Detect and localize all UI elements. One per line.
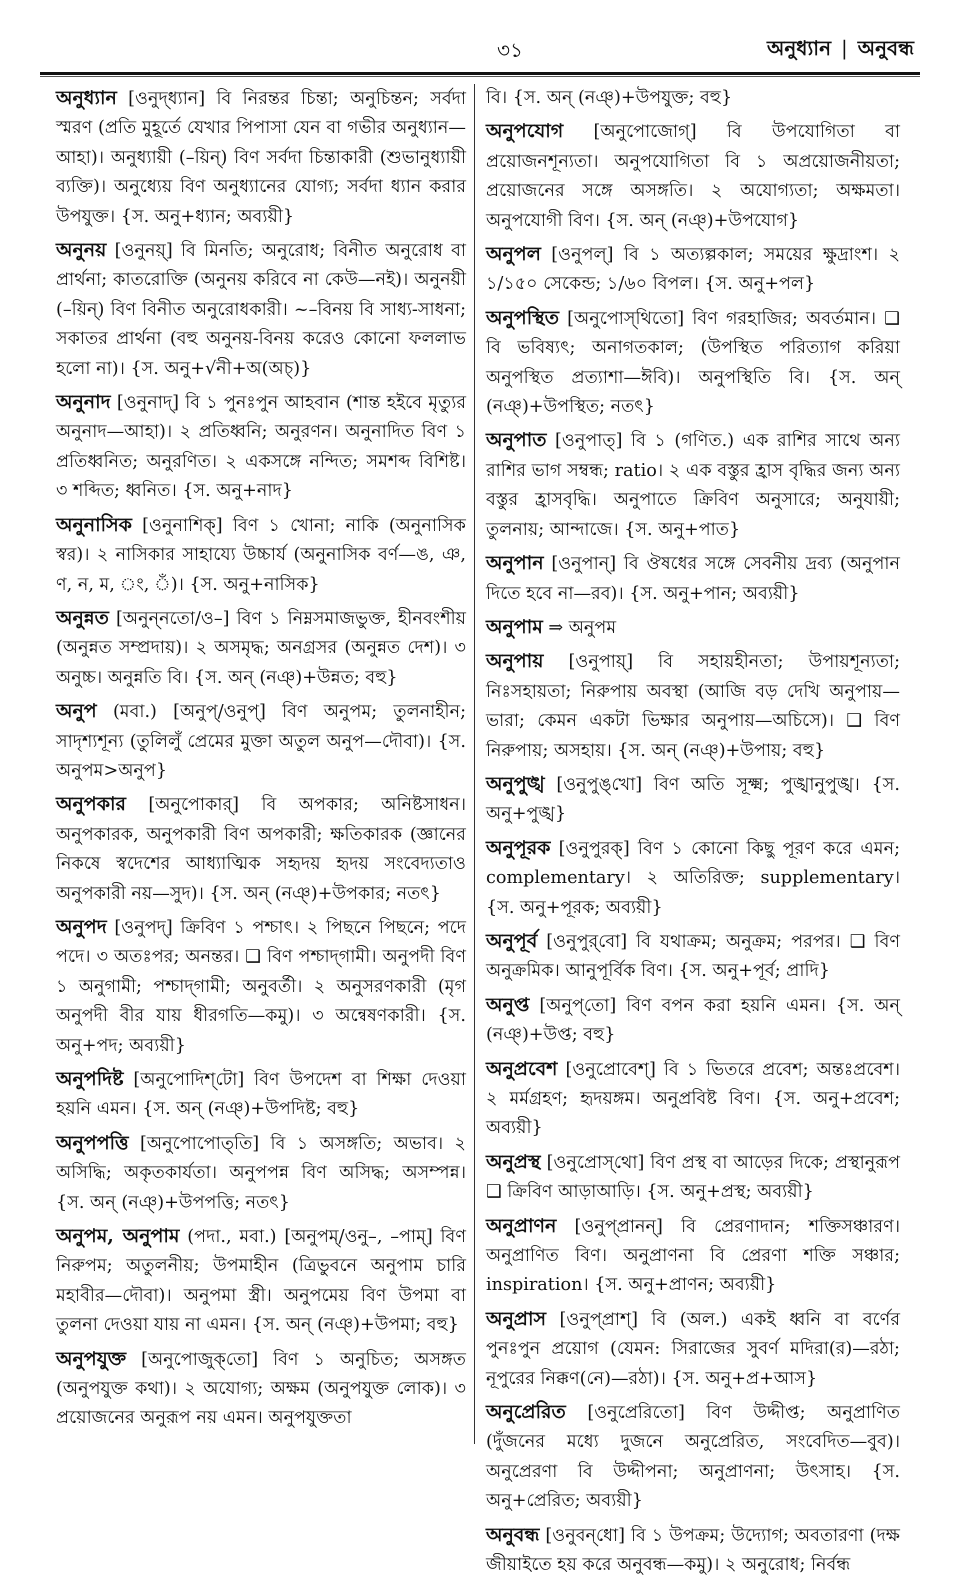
- right-column: [486, 84, 901, 1576]
- headword: অনুপস্থিত: [486, 306, 559, 329]
- headword: অনুপুঙ্খ: [486, 772, 545, 795]
- entry-definition: (পদা., মবা.) [অনুপম্‌/ওনু–, –পাম্‌] বিণ নিরুপম; অতুলনীয়; উপমাহীন (ত্রিভুবনে অনুপাম চারি মহাবীর—দৌবা)। অনুপমা স্ত্রী। অনুপমেয় বিণ উপমা বা তুলনা দেওয়া যায় না এমন। {স. অন্ (নঞ্‌)+উপমা; বহু}: [56, 1227, 466, 1336]
- column-divider: [474, 84, 475, 1444]
- dictionary-entry: [56, 1129, 466, 1218]
- dictionary-entry: [486, 426, 900, 545]
- entry-definition: [ওনুপ্‌প্রানন্‌] বি প্রেরণাদান; শক্তিসঞ্চারণ। অনুপ্রাণিত বিণ। অনুপ্রাণনা বি প্রেরণা শক্তি সঞ্চার; inspiration। {স. অনু+প্রাণন; অব্যয়ী}: [486, 1216, 900, 1296]
- headword: অনুপযুক্ত: [56, 1347, 127, 1370]
- header-rule-thin: [40, 76, 920, 77]
- dictionary-entry: [56, 84, 466, 232]
- entry-definition: [অনুপ্‌তো] বিণ বপন করা হয়নি এমন। {স. অন্ (নঞ্‌)+উপ্ত; বহু}: [486, 995, 900, 1046]
- guide-word-first: অনুধ্যান: [767, 36, 832, 60]
- headword: অনুপ্রবেশ: [486, 1057, 558, 1080]
- entry-definition: (মবা.) [অনুপ্‌/ওনুপ্‌] বিণ অনুপম; তুলনাহীন; সাদৃশ্যশূন্য (তুলিলুঁ প্রেমের মুক্তা অতুল অনুপ—দৌবা)। {স. অনুপম>অনুপ}: [56, 702, 467, 781]
- headword: অনুপযোগ: [486, 120, 564, 143]
- dictionary-entry: [486, 991, 900, 1051]
- dictionary-entry: [486, 240, 900, 300]
- dictionary-entry: [486, 834, 900, 923]
- entry-definition: [ওনুপান্‌] বি ঔষধের সঙ্গে সেবনীয় দ্রব্য (অনুপান দিতে হবে না—রব)। {স. অনু+পান; অব্যয়ী}: [486, 554, 900, 604]
- entry-definition: [ওনুনয়্‌] বি মিনতি; অনুরোধ; বিনীত অনুরোধ বা প্রার্থনা; কাতরোক্তি (অনুনয় করিবে না কেউ—নই)। অনুনয়ী (–য়িন্‌) বিণ বিনীত অনুরোধকারী। ~–বিনয় বি সাধ্য-সাধনা; সকাতর প্রার্থনা (বহু অনুনয়-বিনয় করেও কোনো ফললাভ হলো না)। {স. অনু+√নী+অ(অচ্‌)}: [56, 241, 467, 379]
- entry-definition: [ওনুপুর্‌বো] বি যথাক্রম; অনুক্রম; পরপর। ❑ বিণ অনুক্রমিক। আনুপূর্বিক বিণ। {স. অনু+পূর্ব; প্রাদি}: [486, 931, 900, 982]
- dictionary-entry: [486, 613, 900, 643]
- dictionary-entry: [56, 790, 466, 909]
- dictionary-entry: [486, 1521, 900, 1581]
- entry-definition: [ওনুপ্রেরিতো] বিণ উদ্দীপ্ত; অনুপ্রাণিত (দুঁজনের মধ্যে দুজনে অনুপ্রেরিত, সংবেদিত—বুব)। অনুপ্রেরণা বি উদ্দীপনা; অনুপ্রাণনা; উৎসাহ। {স. অনু+প্রেরিত; অব্যয়ী}: [486, 1403, 900, 1512]
- headword: অনুপ্ত: [486, 993, 530, 1016]
- dictionary-entry: [486, 770, 900, 830]
- entry-definition: [ওনুপদ্‌] ক্রিবিণ ১ পশ্চাৎ। ২ পিছনে পিছনে; পদে পদে। ৩ অতঃপর; অনন্তর। ❑ বিণ পশ্চাদ্‌গামী। অনুপদী বিণ ১ অনুগামী; পশ্চাদ্‌গামী; অনুবর্তী। ২ অনুসরণকারী (মৃগ অনুপদী বীর যায় ধীরগতি—কমু)। ৩ অন্বেষণকারী। {স. অনু+পদ; অব্যয়ী}: [56, 917, 466, 1056]
- entry-definition: [ওনুপ্রোবেশ্‌] বি ১ ভিতরে প্রবেশ; অন্তঃপ্রবেশ। ২ মর্মগ্রহণ; হৃদয়ঙ্গম। অনুপ্রবিষ্ট বিণ। {স. অনু+প্রবেশ; অব্যয়ী}: [486, 1059, 901, 1139]
- entry-definition: [ওনুনাদ্‌] বি ১ পুনঃপুন আহবান (শান্ত হইবে মৃত্যুর অনুনাদ—আহা)। ২ প্রতিধ্বনি; অনুরণন। অনুনাদিত বিণ ১ প্রতিধ্বনিত; অনুরণিত। ২ একসঙ্গে নন্দিত; সমশব্দ বিশিষ্ট। ৩ শব্দিত; ধ্বনিত। {স. অনু+নাদ}: [56, 393, 467, 502]
- headword: অনুপ্রেরিত: [486, 1401, 566, 1424]
- entry-definition: [অনুপোপোত্‌তি] বি ১ অসঙ্গতি; অভাব। ২ অসিদ্ধি; অকৃতকার্যতা। অনুপপন্ন বিণ অসিদ্ধ; অসম্পন্ন। {স. অন্ (নঞ্‌)+উপপত্তি; নতৎ}: [56, 1133, 466, 1213]
- dictionary-entry: [486, 927, 900, 987]
- entry-definition: [ওনুপাত্‌] বি ১ (গণিত.) এক রাশির সাথে অন্য রাশির ভাগ সম্বন্ধ; ratio। ২ এক বস্তুর হ্রাস বৃদ্ধির জন্য অন্য বস্তুর হ্রাসবৃদ্ধি। অনুপাতে ক্রিবিণ অনুসারে; অনুযায়ী; তুলনায়; আন্দাজে। {স. অনু+পাত}: [486, 431, 901, 540]
- entry-definition: [অনুপোজোগ্‌] বি উপযোগিতা বা প্রয়োজনশূন্যতা। অনুপযোগিতা বি ১ অপ্রয়োজনীয়তা; প্রয়োজনের সঙ্গে অসঙ্গতি। ২ অযোগ্যতা; অক্ষমতা। অনুপযোগী বিণ। {স. অন্ (নঞ্‌)+উপযোগ}: [486, 122, 900, 231]
- dictionary-entry: [56, 604, 466, 693]
- dictionary-entry: [486, 304, 900, 423]
- headword: অনুধ্যান: [56, 87, 117, 109]
- header-rule: [40, 72, 920, 75]
- dictionary-entry: [56, 913, 466, 1061]
- entry-definition: [ওনুপ্রোস্‌থো] বিণ প্রস্থ বা আড়ের দিকে; প্রস্থানুরূপ ❑ ক্রিবিণ আড়াআড়ি। {স. অনু+প্রস্থ; অব্যয়ী}: [486, 1152, 901, 1203]
- entry-definition: [অনুপোস্‌থিতো] বিণ গরহাজির; অবর্তমান। ❑ বি ভবিষ্যৎ; অনাগতকাল; (উপস্থিত পরিত্যাগ করিয়া অনুপস্থিত প্রত্যাশা—ঈবি)। অনুপস্থিতি বি। {স. অন্ (নঞ্‌)+উপস্থিত; নতৎ}: [486, 308, 901, 418]
- dictionary-entry: [56, 1222, 466, 1341]
- headword: অনুপূরক: [486, 836, 551, 859]
- entry-definition: ⇒ অনুপম: [548, 617, 617, 638]
- page-header: [40, 28, 920, 78]
- entry-definition: [অনুপোজুক্‌তো] বিণ ১ অনুচিত; অসঙ্গত (অনুপযুক্ত কথা)। ২ অযোগ্য; অক্ষম (অনুপযুক্ত লোক)। ৩ প্রয়োজনের অনুরূপ নয় এমন। অনুপযুক্ততা: [56, 1349, 466, 1429]
- headword: অনুনাদ: [56, 391, 111, 414]
- headword: অনুবন্ধ: [486, 1523, 540, 1546]
- entry-definition: [ওনুপুরক্‌] বিণ ১ কোনো কিছু পূরণ করে এমন; complementary। ২ অতিরিক্ত; supplementary। {স. অনু+পূরক; অব্যয়ী}: [486, 838, 900, 918]
- dictionary-entry: [56, 511, 466, 600]
- headword: অনুপপত্তি: [56, 1131, 129, 1154]
- entry-definition: [অনুন্‌নতো/ও–] বিণ ১ নিম্নসমাজভুক্ত, হীনবংশীয় (অনুন্নত সম্প্রদায়)। ২ অসমৃদ্ধ; অনগ্রসর (অনুন্নত দেশ)। ৩ অনুচ্চ। অনুন্নতি বি। {স. অন্ (নঞ্‌)+উন্নত; বহু}: [56, 608, 466, 688]
- headword: অনুপ্রাণন: [486, 1214, 557, 1237]
- guide-words: [767, 34, 914, 67]
- dictionary-entry: [486, 549, 900, 609]
- dictionary-entry: [486, 1212, 900, 1301]
- headword: অনুপায়: [486, 650, 544, 673]
- entry-definition: বি। {স. অন্ (নঞ্‌)+উপযুক্ত; বহু}: [486, 88, 733, 108]
- entry-definition: [ওনুপ্‌প্রাশ্‌] বি (অল.) একই ধ্বনি বা বর্ণের পুনঃপুন প্রয়োগ (যেমন: সিরাজের সুবর্ণ মদিরা(র)—রঠা; নূপুরের নিক্কণ(নে)—রঠা)। {স. অনু+প্র+আস}: [486, 1309, 900, 1389]
- entry-definition: [ওনুনাশিক্‌] বিণ ১ খোনা; নাকি (অনুনাসিক স্বর)। ২ নাসিকার সাহায্যে উচ্চার্য (অনুনাসিক বর্ণ—ঙ, ঞ, ণ, ন, ম, ং, ঁ)। {স. অনু+নাসিক}: [56, 515, 466, 595]
- dictionary-entry: [56, 1065, 466, 1125]
- guide-separator: |: [841, 36, 848, 60]
- entry-definition: [অনুপোদিশ্‌টো] বিণ উপদেশ বা শিক্ষা দেওয়া হয়নি এমন। {স. অন্ (নঞ্‌)+উপদিষ্ট; বহু}: [56, 1070, 466, 1120]
- guide-word-last: অনুবন্ধ: [857, 36, 914, 60]
- headword: অনুপাত: [486, 429, 547, 452]
- dictionary-entry: [56, 388, 466, 507]
- dictionary-entry: [56, 1345, 466, 1434]
- headword: অনুপদ: [56, 915, 107, 938]
- headword: অনুপান: [486, 552, 544, 575]
- headword: অনুপল: [486, 243, 541, 266]
- dictionary-entry: [486, 1148, 900, 1208]
- headword: অনুপ্রস্থ: [486, 1150, 541, 1173]
- headword: অনুপদিষ্ট: [56, 1068, 124, 1090]
- dictionary-entry: [486, 647, 900, 766]
- entry-definition: [ওনুবন্‌ধো] বি ১ উপক্রম; উদ্যোগ; অবতারণা (দক্ষ জীয়াইতে হয় করে অনুবন্ধ—কমু)। ২ অনুরোধ; নির্বন্ধ: [486, 1525, 901, 1576]
- dictionary-entry: [56, 236, 466, 384]
- page-number: ৩১: [497, 38, 523, 62]
- dictionary-entry: [56, 697, 466, 786]
- headword: অনুপাম: [486, 615, 543, 638]
- dictionary-entry: [486, 1398, 900, 1517]
- entry-definition: [ওনুপায়্‌] বি সহায়হীনতা; উপায়শূন্যতা; নিঃসহায়তা; নিরুপায় অবস্থা (আজি বড় দেখি অনুপায়—ভারা; কেমন একটা ভিক্ষার অনুপায়—অচিসে)। ❑ বিণ নিরুপায়; অসহায়। {স. অন্ (নঞ্‌)+উপায়; বহু}: [486, 652, 900, 761]
- headword: অনুপকার: [56, 793, 126, 816]
- entry-definition: [ওনুপল্‌] বি ১ অত্যল্পকাল; সময়ের ক্ষুদ্রাংশ। ২ ১/১৫০ সেকেন্ড; ১/৬০ বিপল। {স. অনু+পল}: [486, 245, 901, 295]
- entry-definition: [ওনুপুঙ্‌খো] বিণ অতি সূক্ষ্ম; পুঙ্খানুপুঙ্খ। {স. অনু+পুঙ্খ}: [486, 774, 900, 825]
- headword: অনুপ: [56, 700, 97, 723]
- entry-definition: [অনুপোকার্‌] বি অপকার; অনিষ্টসাধন। অনুপকারক, অনুপকারী বিণ অপকারী; ক্ষতিকারক (জ্ঞানের নিকষে স্বদেশের আধ্যাত্মিক সহৃদয় হৃদয় সংবেদ্যতাও অনুপকারী নয়—সুদ)। {স. অন্ (নঞ্‌)+উপকার; নতৎ}: [56, 795, 467, 904]
- headword: অনুন্নত: [56, 606, 109, 629]
- headword: অনুপূর্ব: [486, 929, 538, 952]
- dictionary-entry: [486, 117, 900, 236]
- entry-definition: [ওনুদ্‌ধ্যান] বি নিরন্তর চিন্তা; অনুচিন্তন; সর্বদা স্মরণ (প্রতি মুহূর্তে যেখার পিপাসা যেন বা গভীর অনুধ্যান—আহা)। অনুধ্যায়ী (–য়িন্‌) বিণ সর্বদা চিন্তাকারী (শুভানুধ্যায়ী ব্যক্তি)। অনুধ্যেয় বিণ অনুধ্যানের যোগ্য; সর্বদা ধ্যান করার উপযুক্ত। {স. অনু+ধ্যান; অব্যয়ী}: [56, 89, 467, 227]
- dictionary-entry: [486, 1305, 900, 1394]
- headword: অনুপ্রাস: [486, 1307, 547, 1330]
- headword: অনুপম, অনুপাম: [56, 1225, 180, 1248]
- dictionary-entry: [486, 84, 900, 113]
- headword: অনুনয়: [56, 239, 107, 262]
- dictionary-entry: [486, 1055, 900, 1144]
- headword: অনুনাসিক: [56, 513, 132, 536]
- left-column: [56, 84, 466, 1444]
